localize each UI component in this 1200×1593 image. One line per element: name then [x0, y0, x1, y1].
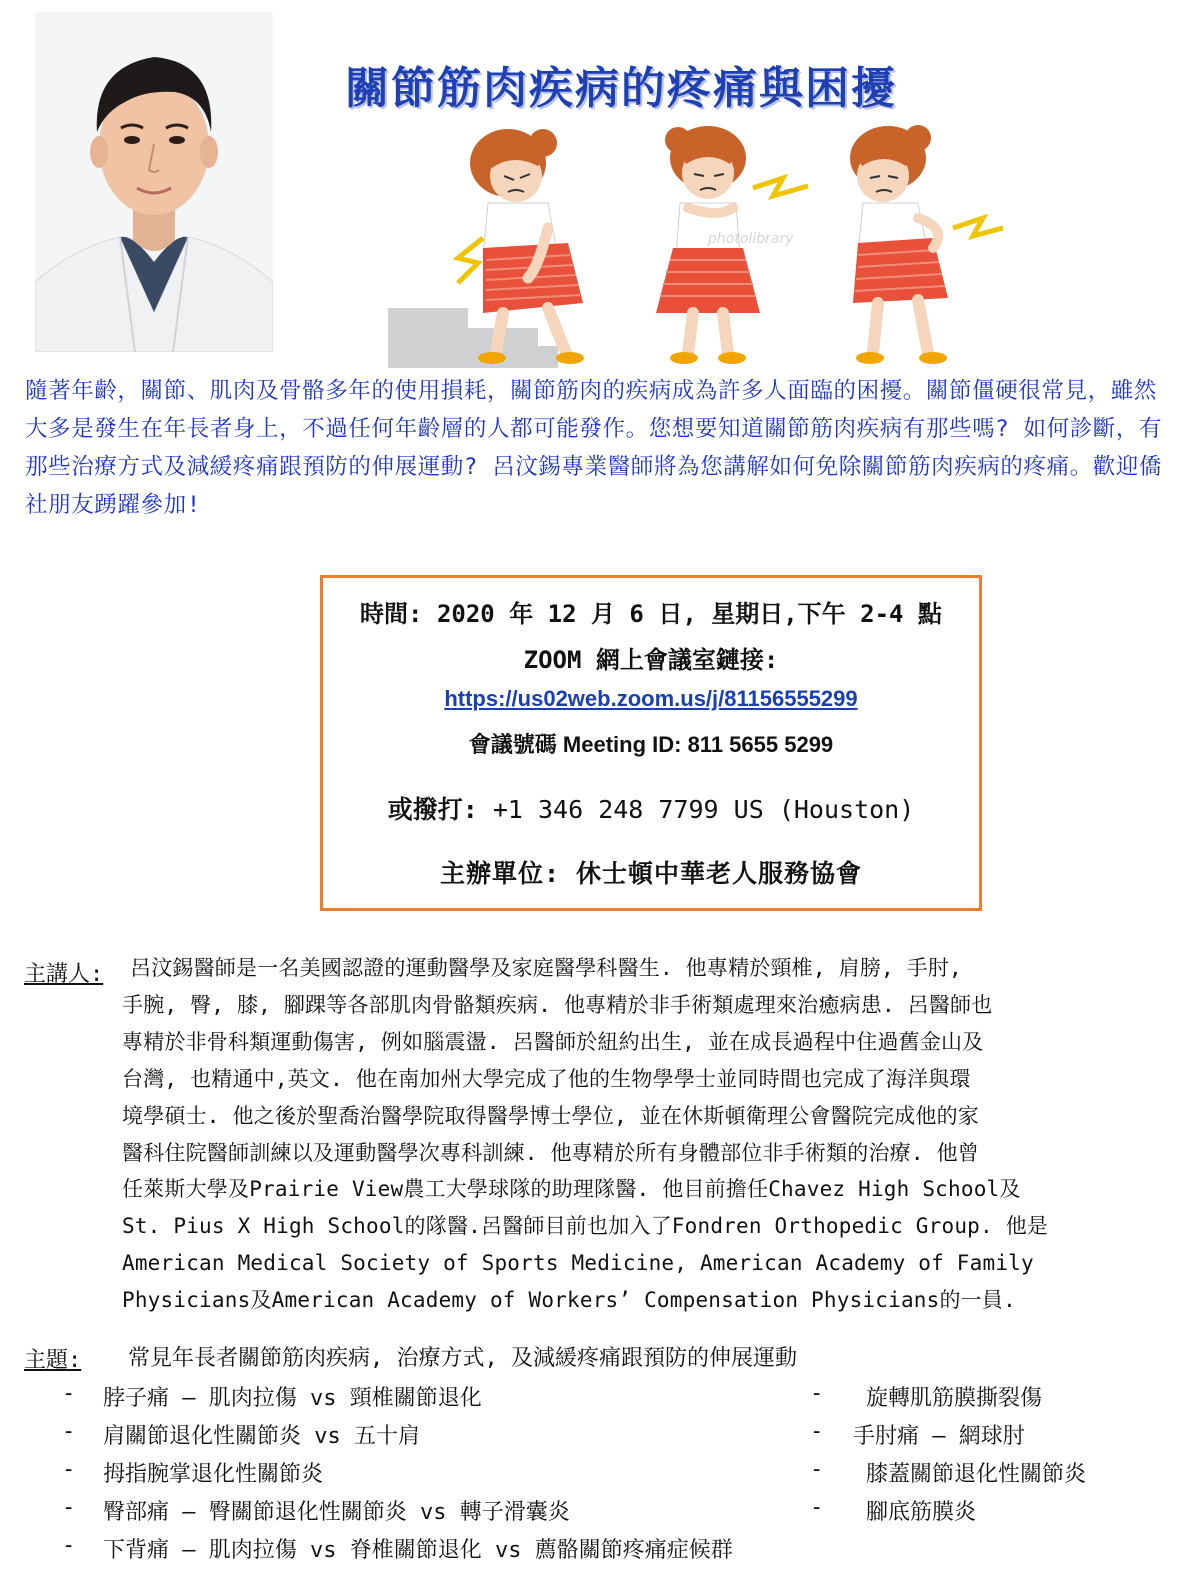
list-item: 臀部痛 – 臀關節退化性關節炎 vs 轉子滑囊炎 [103, 1500, 570, 1525]
speaker-bio-line: St. Pius X High School的隊醫.呂醫師目前也加入了Fondren Orthopedic Group. 他是 [122, 1214, 1049, 1239]
list-item: 手肘痛 – 網球肘 [853, 1424, 1025, 1449]
dial-in [323, 790, 979, 826]
meeting-id: 會議號碼 Meeting ID: 811 5655 5299 [468, 732, 834, 757]
list-item: 拇指腕掌退化性關節炎 [103, 1462, 324, 1487]
pain-illustration [388, 118, 1008, 368]
event-details-box [320, 575, 982, 911]
speaker-label: 主講人: [24, 962, 104, 987]
speaker-bio [122, 950, 1172, 1319]
list-item: 膝蓋關節退化性關節炎 [866, 1462, 1087, 1487]
list-item: 腳底筋膜炎 [866, 1500, 977, 1525]
intro-paragraph: 隨著年齡，關節、肌肉及骨骼多年的使用損耗，關節筋肉的疾病成為許多人面臨的困擾。關節僵硬很常見，雖然大多是發生在年長者身上，不過任何年齡層的人都可能發作。您想要知道關節筋肉疾病有那些嗎? 如何診斷，有那些治療方式及減緩疼痛跟預防的伸展運動? 呂汶錫專業醫師將為您講解如何免除關節筋肉疾病的疼痛。歡迎僑社朋友踴躍參加! [25, 378, 1163, 518]
speaker-bio-line: Physicians及American Academy of Workers’ Compensation Physicians的一員. [122, 1288, 1016, 1313]
list-dash: - [62, 1457, 76, 1482]
zoom-link[interactable]: https://us02web.zoom.us/j/81156555299 [444, 686, 858, 711]
list-item: 脖子痛 – 肌肉拉傷 vs 頸椎關節退化 [103, 1386, 482, 1411]
dial-in-number: +1 346 248 7799 US (Houston) [492, 795, 915, 824]
list-dash: - [810, 1419, 824, 1444]
speaker-bio-line: 醫科住院醫師訓練以及運動醫學次專科訓練. 他專精於所有身體部位非手術類的治療. 他曾 [122, 1140, 979, 1165]
list-dash: - [62, 1381, 76, 1406]
organizer: 主辦單位: 休士頓中華老人服務協會 [439, 859, 863, 888]
list-dash: - [810, 1495, 824, 1520]
speaker-bio-line: 境學碩士. 他之後於聖喬治醫學院取得醫學博士學位, 並在休斯頓衛理公會醫院完成他的家 [122, 1103, 979, 1128]
list-dash: - [810, 1381, 824, 1406]
dial-in-label: 或撥打: [387, 795, 478, 824]
doctor-photo [35, 12, 273, 352]
list-dash: - [62, 1419, 76, 1444]
list-dash: - [810, 1457, 824, 1482]
topic-text: 常見年長者關節筋肉疾病, 治療方式, 及減緩疼痛跟預防的伸展運動 [128, 1346, 797, 1371]
speaker-bio-line: 台灣, 也精通中,英文. 他在南加州大學完成了他的生物學學士並同時間也完成了海洋與環 [122, 1066, 971, 1091]
speaker-bio-line: 呂汶錫醫師是一名美國認證的運動醫學及家庭醫學科醫生. 他專精於頸椎, 肩膀, 手肘, [130, 956, 962, 980]
list-dash: - [62, 1495, 76, 1520]
watermark-text: photolibrary [708, 231, 794, 247]
zoom-label: ZOOM 網上會議室鏈接: [523, 646, 779, 674]
list-item: 下背痛 – 肌肉拉傷 vs 脊椎關節退化 vs 薦骼關節疼痛症候群 [103, 1538, 733, 1563]
event-time: 時間: 2020 年 12 月 6 日, 星期日,下午 2-4 點 [360, 600, 942, 628]
topic-label: 主題: [24, 1348, 82, 1373]
speaker-bio-line: 任萊斯大學及Prairie View農工大學球隊的助理隊醫. 他目前擔任Chavez High School及 [122, 1177, 1021, 1202]
speaker-bio-line: American Medical Society of Sports Medicine, American Academy of Family [122, 1251, 1034, 1276]
list-item: 旋轉肌筋膜撕裂傷 [866, 1386, 1043, 1411]
speaker-bio-line: 手腕, 臀, 膝, 腳踝等各部肌肉骨骼類疾病. 他專精於非手術類處理來治癒病患. 呂醫師也 [122, 992, 993, 1017]
page-title: 關節筋肉疾病的疼痛與困擾 [345, 63, 897, 114]
list-dash: - [62, 1533, 76, 1558]
speaker-bio-line: 專精於非骨科類運動傷害, 例如腦震盪. 呂醫師於紐約出生, 並在成長過程中住過舊金山及 [122, 1029, 984, 1054]
list-item: 肩關節退化性關節炎 vs 五十肩 [103, 1424, 420, 1449]
